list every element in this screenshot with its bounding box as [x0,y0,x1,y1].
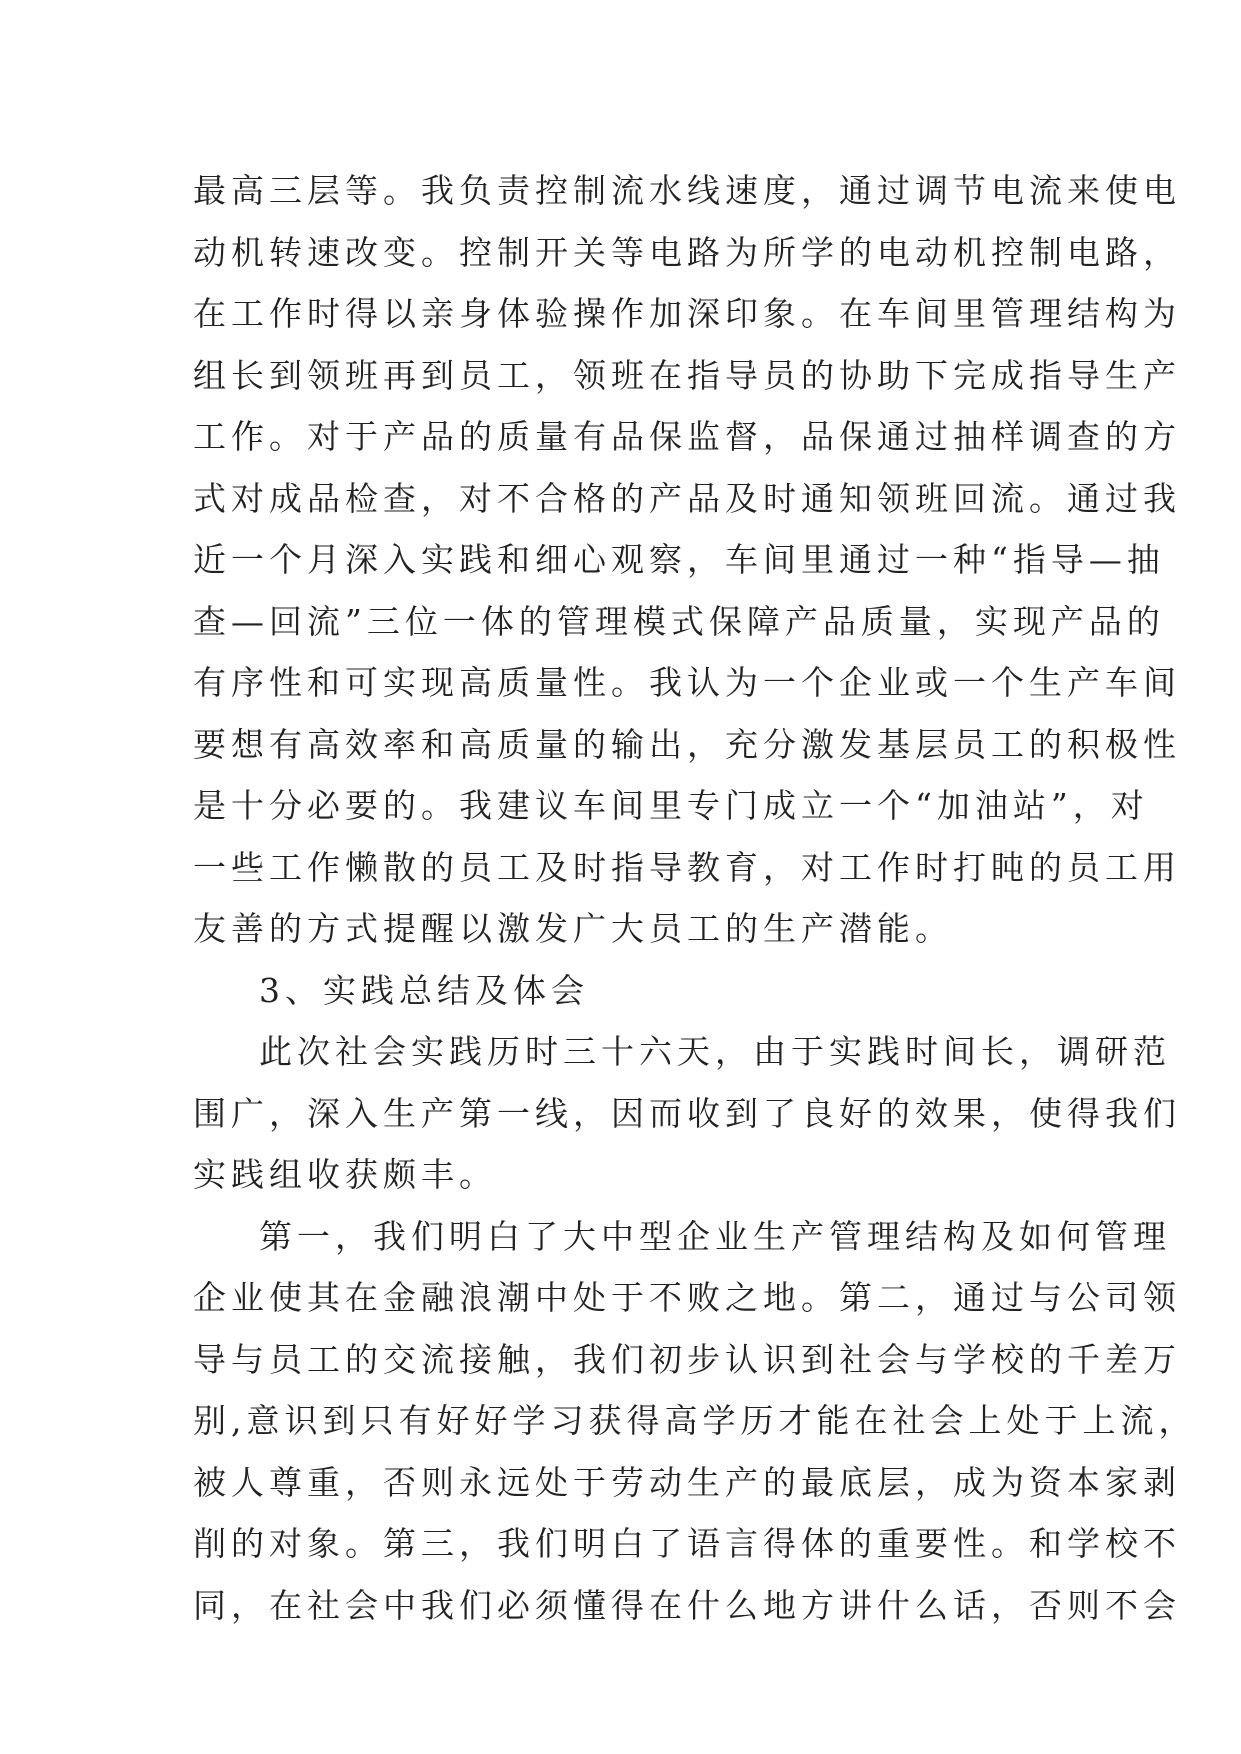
paragraph [193,160,1181,960]
document-page [193,160,1197,1636]
text-line: 削的对象。第三，我们明白了语言得体的重要性。和学校不 [193,1524,1181,1563]
text-line: 友善的方式提醒以激发广大员工的生产潜能。 [193,909,953,948]
text-line: 别,意识到只有好好学习获得高学历才能在社会上处于上流， [193,1401,1197,1440]
text-line: 组长到领班再到员工，领班在指导员的协助下完成指导生产 [193,355,1181,395]
text-line: 围广，深入生产第一线，因而收到了良好的效果，使得我们 [193,1093,1181,1133]
text-line: 企业使其在金融浪潮中处于不败之地。第二，通过与公司领 [193,1278,1181,1317]
text-line: 导与员工的交流接触，我们初步认识到社会与学校的千差万 [193,1339,1181,1379]
text-line: 此次社会实践历时三十六天，由于实践时间长，调研范 [259,1032,1171,1071]
text-line: 查—回流”三位一体的管理模式保障产品质量，实现产品的 [193,601,1165,641]
text-line: 最高三层等。我负责控制流水线速度，通过调节电流来使电 [193,171,1181,210]
text-line: 一些工作懒散的员工及时指导教育，对工作时打盹的员工用 [193,847,1181,887]
text-line: 被人尊重，否则永远处于劳动生产的最底层，成为资本家剥 [193,1462,1181,1502]
section-heading-text: 3、实践总结及体会 [259,970,589,1010]
text-line: 要想有高效率和高质量的输出，充分激发基层员工的积极性 [193,724,1181,764]
paragraph [193,1206,1197,1637]
text-line: 第一，我们明白了大中型企业生产管理结构及如何管理 [259,1216,1171,1256]
text-line: 是十分必要的。我建议车间里专门成立一个“加油站”，对 [193,786,1149,825]
text-line: 工作。对于产品的质量有品保监督，品保通过抽样调查的方 [193,417,1181,456]
text-line: 同，在社会中我们必须懂得在什么地方讲什么话，否则不会 [193,1585,1181,1625]
text-line: 有序性和可实现高质量性。我认为一个企业或一个生产车间 [193,663,1181,702]
text-line: 在工作时得以亲身体验操作加深印象。在车间里管理结构为 [193,294,1181,333]
text-line: 实践组收获颇丰。 [193,1155,497,1194]
text-line: 动机转速改变。控制开关等电路为所学的电动机控制电路， [193,232,1181,272]
section-heading [193,960,1055,1022]
text-line: 近一个月深入实践和细心观察，车间里通过一种“指导—抽 [193,540,1165,579]
text-line: 式对成品检查，对不合格的产品及时通知领班回流。通过我 [193,478,1181,518]
paragraph [193,1021,1181,1206]
